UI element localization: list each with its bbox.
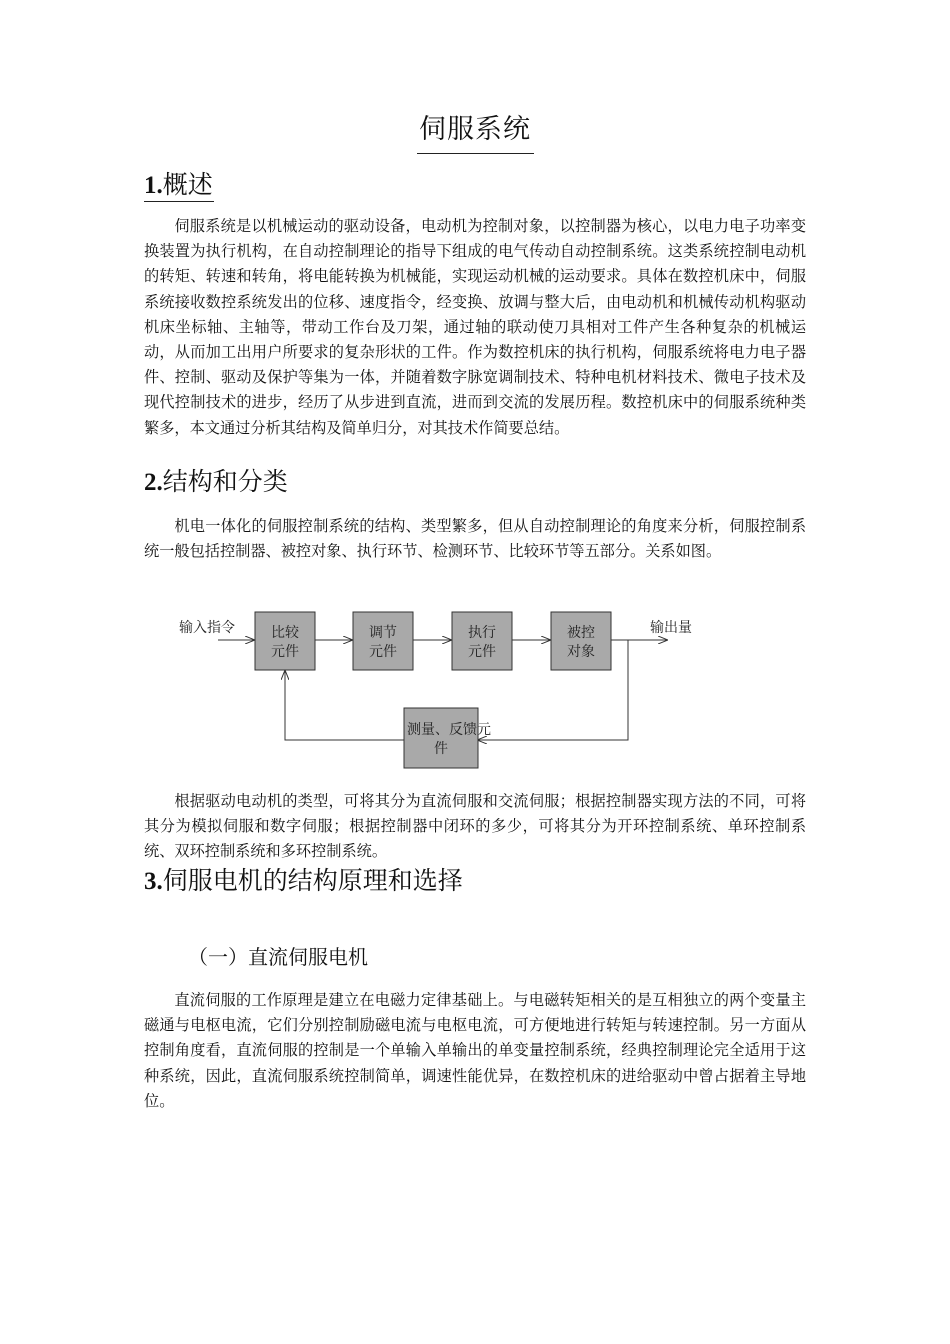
- regulate-element-block: [353, 612, 413, 670]
- section-1-heading: [144, 169, 213, 202]
- measure-feedback-block: [404, 708, 478, 768]
- block-4-line2: 对象: [567, 644, 595, 660]
- section-3-number: 3.: [144, 868, 163, 895]
- section-2-paragraph: 机电一体化的伺服控制系统的结构、类型繁多，但从自动控制理论的角度来分析，伺服控制系统一般包括控制器、被控对象、执行环节、检测环节、比较环节等五部分。关系如图。: [144, 517, 806, 561]
- section-1-paragraph: 伺服系统是以机械运动的驱动设备，电动机为控制对象，以控制器为核心，以电力电子功率变换装置为执行机构，在自动控制理论的指导下组成的电气传动自动控制系统。这类系统控制电动机的转矩、转速和转角，将电能转换为机械能，实现运动机械的运动要求。具体在数控机床中，伺服系统接收数控系统发出的位移、速度指令，经变换、放调与整大后，由电动机和机械传动机构驱动机床坐标轴、主轴等，带动工作台及刀架，通过轴的联动使刀具相对工件产生各种复杂的机械运动，从而加工出用户所要求的复杂形状的工件。作为数控机床的执行机构，伺服系统将电力电子器件、控制、驱动及保护等集为一体，并随着数字脉宽调制技术、特种电机材料技术、微电子技术及现代控制技术的进步，经历了从步进到直流，进而到交流的发展历程。数控机床中的伺服系统种类繁多，本文通过分析其结构及简单归分，对其技术作简要总结。: [144, 217, 806, 437]
- block-1-line1: 比较: [271, 625, 299, 641]
- diagram-output-label: 输出量: [650, 620, 692, 636]
- feedback-line1: 测量、反馈元: [407, 722, 491, 738]
- feedback-path-left: [285, 671, 404, 740]
- section-2-number: 2.: [144, 469, 163, 496]
- section-2-heading: [144, 466, 288, 499]
- section-1-title: 概述: [162, 170, 213, 199]
- diagram-input-label: 输入指令: [179, 620, 235, 636]
- block-1-line2: 元件: [271, 644, 299, 660]
- section-2-title: 结构和分类: [162, 467, 288, 496]
- section-3-subheading: （一）直流伺服电机: [188, 945, 368, 969]
- section-3-title: 伺服电机的结构原理和选择: [162, 866, 463, 895]
- section-2-paragraph-after: 根据驱动电动机的类型，可将其分为直流伺服和交流伺服；根据控制器实现方法的不同，可将其分为模拟伺服和数字伺服；根据控制器中闭环的多少，可将其分为开环控制系统、单环控制系统、双环控制系统和多环控制系统。: [144, 792, 806, 861]
- block-3-line2: 元件: [468, 644, 496, 660]
- block-3-line1: 执行: [468, 625, 496, 641]
- feedback-line2: 件: [434, 741, 448, 757]
- title-underline: [417, 153, 534, 154]
- section-3-heading: [144, 865, 463, 898]
- document-title: 伺服系统: [419, 114, 531, 145]
- actuator-element-block: [452, 612, 512, 670]
- block-2-line2: 元件: [369, 644, 397, 660]
- section-1-underline: [144, 201, 214, 202]
- block-4-line1: 被控: [567, 625, 595, 641]
- controlled-object-block: [551, 612, 611, 670]
- section-3-paragraph: 直流伺服的工作原理是建立在电磁力定律基础上。与电磁转矩相关的是互相独立的两个变量主磁通与电枢电流，它们分别控制励磁电流与电枢电流，可方便地进行转矩与转速控制。另一方面从控制角度看，直流伺服的控制是一个单输入单输出的单变量控制系统，经典控制理论完全适用于这种系统，因此，直流伺服系统控制简单，调速性能优异，在数控机床的进给驱动中曾占据着主导地位。: [144, 991, 806, 1110]
- compare-element-block: [255, 612, 315, 670]
- block-2-line1: 调节: [369, 625, 397, 641]
- section-1-number: 1.: [144, 172, 163, 199]
- servo-block-diagram: [170, 600, 710, 780]
